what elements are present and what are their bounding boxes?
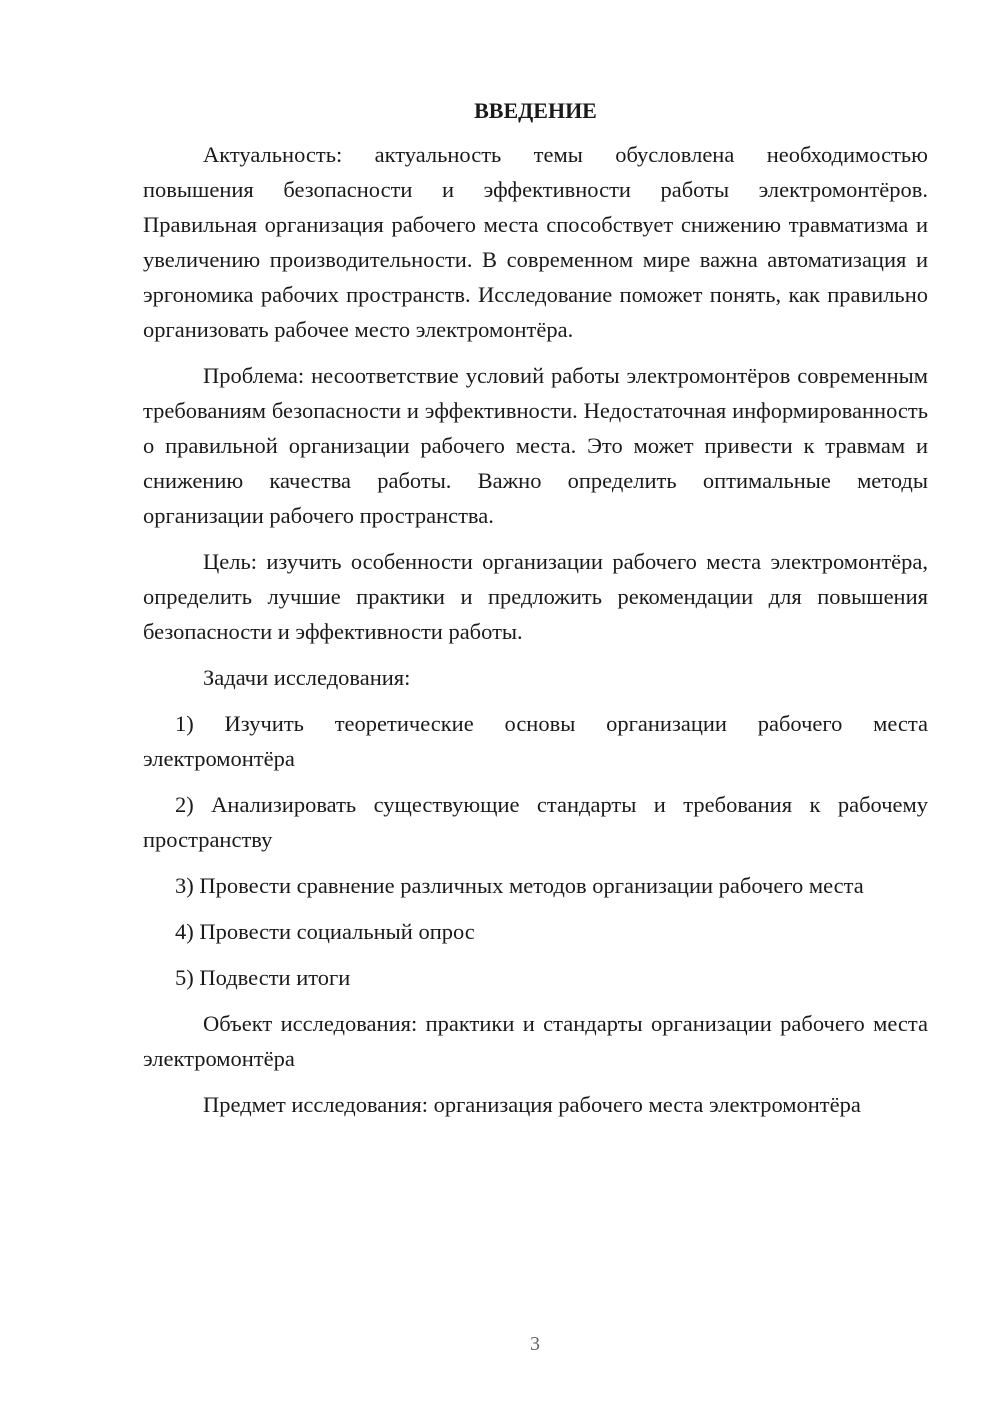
task-item: 3) Провести сравнение различных методов организации рабочего места: [175, 873, 864, 898]
page-content: [143, 96, 928, 1133]
problem-paragraph: Проблема: несоответствие условий работы электромонтёров современным требованиям безопасности и эффективности. Недостаточная информированность о правильной организации рабочего места. Это может привести к травмам и снижению качества работы. Важно определить оптимальные методы организации рабочего пространства.: [143, 363, 928, 528]
subject-paragraph: Предмет исследования: организация рабочего места электромонтёра: [203, 1092, 861, 1117]
tasks-heading: Задачи исследования:: [203, 665, 411, 690]
task-item: 4) Провести социальный опрос: [175, 919, 475, 944]
goal-paragraph: Цель: изучить особенности организации рабочего места электромонтёра, определить лучшие практики и предложить рекомендации для повышения безопасности и эффективности работы.: [143, 549, 928, 644]
page-title: ВВЕДЕНИЕ: [474, 98, 597, 123]
task-item: 2) Анализировать существующие стандарты и требования к рабочему пространству: [143, 792, 928, 852]
page-number: 3: [530, 1333, 540, 1355]
task-item: 5) Подвести итоги: [175, 965, 351, 990]
object-paragraph: Объект исследования: практики и стандарты организации рабочего места электромонтёра: [143, 1011, 928, 1071]
task-item: 1) Изучить теоретические основы организации рабочего места электромонтёра: [143, 711, 928, 771]
relevance-paragraph: Актуальность: актуальность темы обусловлена необходимостью повышения безопасности и эффективности работы электромонтёров. Правильная организация рабочего места способствует снижению травматизма и увеличению производительности. В современном мире важна автоматизация и эргономика рабочих пространств. Исследование поможет понять, как правильно организовать рабочее место электромонтёра.: [143, 142, 928, 342]
